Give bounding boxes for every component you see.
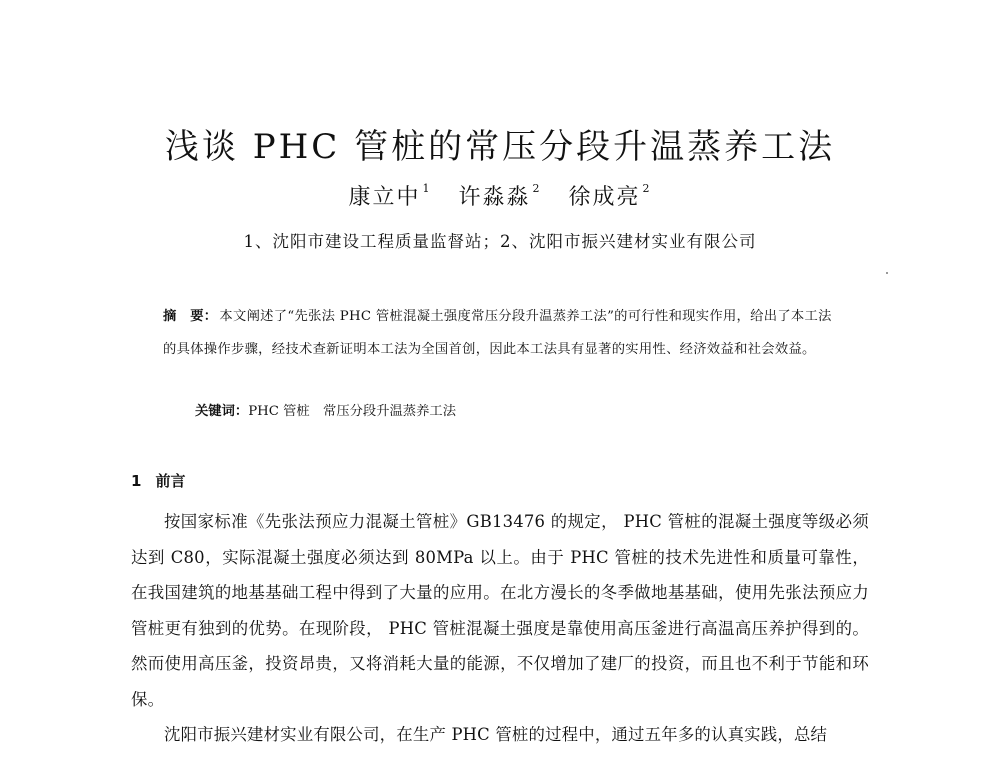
section-heading — [131, 470, 185, 491]
author-1 — [348, 182, 449, 210]
abstract-label: 摘 要： — [163, 309, 218, 324]
paper-title: 浅谈 PHC 管桩的常压分段升温蒸养工法 — [164, 126, 836, 167]
abstract-text: 本文阐述了“先张法 PHC 管桩混凝土强度常压分段升温蒸养工法”的可行性和现实作用，给出了本工法的具体操作步骤，经技术查新证明本工法为全国首创，因此本工法具有显著的实用性、经济效益和社会效益。 — [163, 309, 832, 357]
author-3 — [568, 182, 652, 210]
affiliations: 1、沈阳市建设工程质量监督站；2、沈阳市振兴建材实业有限公司 — [243, 232, 757, 251]
author-name: 许淼淼 — [458, 185, 531, 210]
keywords-text: PHC 管桩 常压分段升温蒸养工法 — [248, 404, 456, 419]
abstract — [163, 300, 835, 366]
paragraph: 按国家标准《先张法预应力混凝土管桩》GB13476 的规定， PHC 管桩的混凝土强度等级必须达到 C80，实际混凝土强度必须达到 80MPa 以上。由于 PHC 管桩的技术先进性和质量可靠性，在我国建筑的地基基础工程中得到了大量的应用。在北方漫长的冬季做地基基础，使用先张法预应力管桩更有独到的优势。在现阶段， PHC 管桩混凝土强度是靠使用高压釜进行高温高压养护得到的。然而使用高压釜，投资昂贵，又将消耗大量的能源，不仅增加了建厂的投资，而且也不利于节能和环保。 — [131, 512, 869, 709]
author-list — [0, 180, 1000, 211]
keywords-label: 关键词： — [195, 404, 249, 419]
author-name: 康立中 — [348, 185, 421, 210]
section-title: 前言 — [155, 472, 186, 490]
section-number: 1 — [131, 472, 142, 490]
author-2 — [458, 182, 559, 210]
keywords — [195, 398, 456, 426]
author-affil-mark: 2 — [642, 182, 652, 195]
author-name: 徐成亮 — [568, 185, 641, 210]
author-affil-mark: 1 — [422, 182, 432, 195]
body-text — [131, 504, 869, 753]
author-affil-mark: 2 — [532, 182, 542, 195]
scan-speck — [886, 272, 888, 274]
paragraph: 沈阳市振兴建材实业有限公司，在生产 PHC 管桩的过程中，通过五年多的认真实践，总结 — [164, 725, 828, 744]
